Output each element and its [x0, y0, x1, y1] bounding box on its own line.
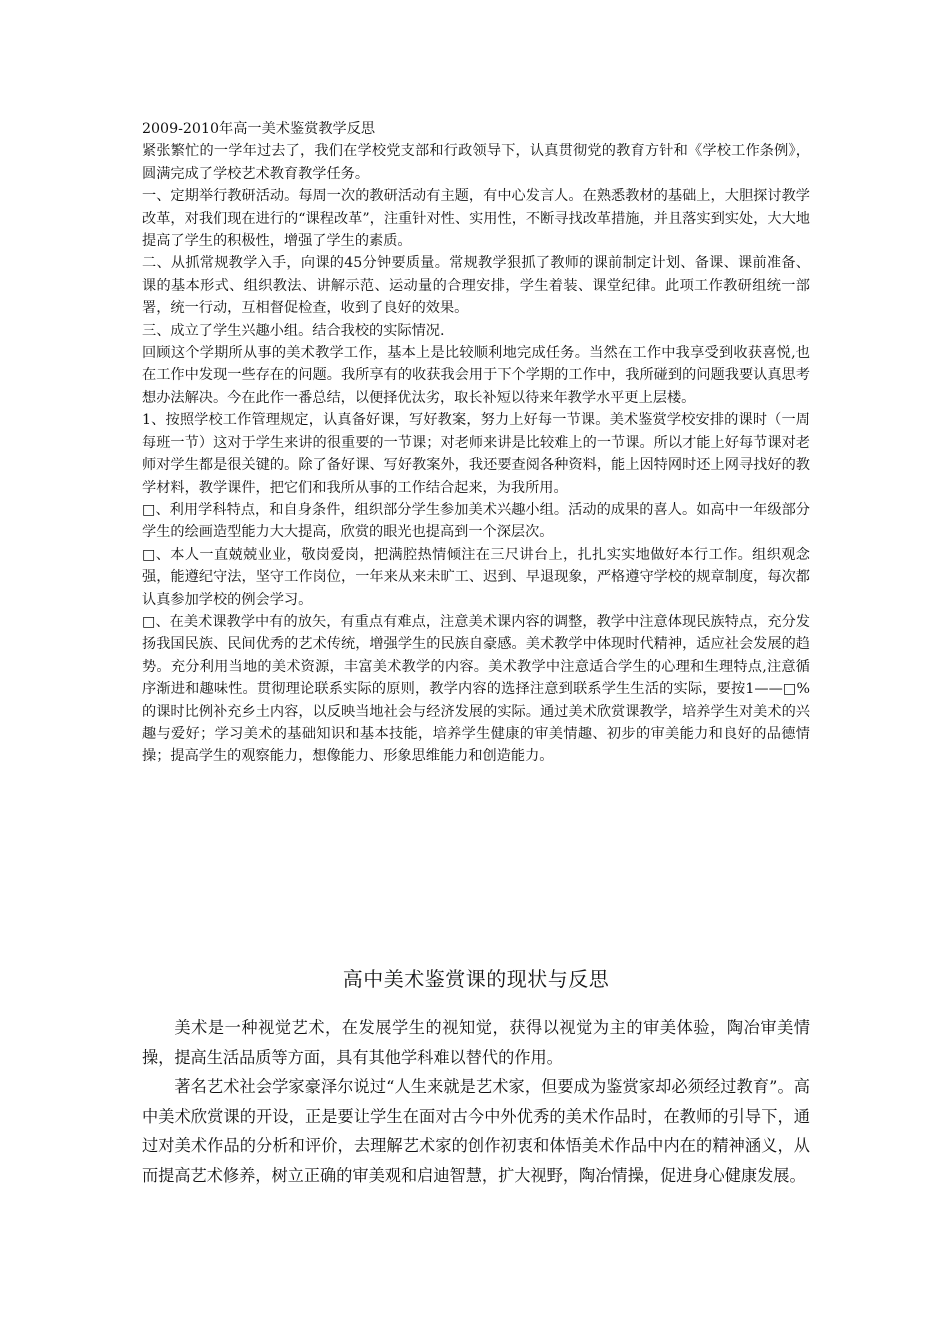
reflection-paragraph: 三、成立了学生兴趣小组。结合我校的实际情况.: [142, 322, 445, 339]
reflection-title: 2009-2010年高一美术鉴赏教学反思: [142, 121, 376, 137]
reflection-paragraph: 二、从抓常规教学入手，向课的45分钟要质量。常规教学狠抓了教师的课前制定计划、备课、课前准备、课的基本形式、组织教法、讲解示范、运动量的合理安排，学生着装、课堂纪律。此项工作教研组统一部署，统一行动，互相督促检查，收到了良好的效果。: [142, 255, 810, 317]
reflection-paragraph: □、利用学科特点，和自身条件，组织部分学生参加美术兴趣小组。活动的成果的喜人。如高中一年级部分学生的绘画造型能力大大提高，欣赏的眼光也提高到一个深层次。: [142, 501, 810, 541]
reflection-paragraph: 紧张繁忙的一学年过去了，我们在学校党支部和行政领导下，认真贯彻党的教育方针和《学校工作条例》，圆满完成了学校艺术教育教学任务。: [142, 143, 810, 182]
reflection-paragraph: 1、按照学校工作管理规定，认真备好课，写好教案，努力上好每一节课。美术鉴赏学校安排的课时（一周每班一节）这对于学生来讲的很重要的一节课；对老师来讲是比较难上的一节课。所以才能上好每节课对老师对学生都是很关键的。除了备好课、写好教案外，我还要查阅各种资料，能上因特网时还上网寻找好的教学材料，教学课件，把它们和我所从事的工作结合起来，为我所用。: [142, 412, 810, 496]
article-paragraph: 著名艺术社会学家豪泽尔说过“人生来就是艺术家，但要成为鉴赏家却必须经过教育”。高中美术欣赏课的开设，正是要让学生在面对古今中外优秀的美术作品时，在教师的引导下，通过对美术作品的分析和评价，去理解艺术家的创作初衷和体悟美术作品中内在的精神涵义，从而提高艺术修养，树立正确的审美观和启迪智慧，扩大视野，陶冶情操，促进身心健康发展。: [142, 1077, 810, 1185]
reflection-paragraph: 回顾这个学期所从事的美术教学工作，基本上是比较顺利地完成任务。当然在工作中我享受到收获喜悦,也在工作中发现一些存在的问题。我所享有的收获我会用于下个学期的工作中，我所碰到的问题我要认真思考想办法解决。今在此作一番总结，以便择优汰劣，取长补短以待来年教学水平更上层楼。: [142, 345, 810, 406]
article-section: [142, 1013, 810, 1190]
reflection-paragraph: 一、定期举行教研活动。每周一次的教研活动有主题，有中心发言人。在熟悉教材的基础上，大胆探讨教学改革，对我们现在进行的“课程改革”，注重针对性、实用性，不断寻找改革措施，并且落实到实处，大大地提高了学生的积极性，增强了学生的素质。: [142, 188, 810, 250]
reflection-section: [142, 118, 810, 768]
reflection-paragraph: □、在美术课教学中有的放矢，有重点有难点，注意美术课内容的调整，教学中注意体现民族特点，充分发扬我国民族、民间优秀的艺术传统，增强学生的民族自豪感。美术教学中体现时代精神，适应社会发展的趋势。充分利用当地的美术资源，丰富美术教学的内容。美术教学中注意适合学生的心理和生理特点,注意循序渐进和趣味性。贯彻理论联系实际的原则，教学内容的选择注意到联系学生生活的实际，要按1——□%的课时比例补充乡土内容，以反映当地社会与经济发展的实际。通过美术欣赏课教学，培养学生对美术的兴趣与爱好；学习美术的基础知识和基本技能，培养学生健康的审美情趣、初步的审美能力和良好的品德情操；提高学生的观察能力，想像能力、形象思维能力和创造能力。: [142, 613, 810, 765]
article-title: 高中美术鉴赏课的现状与反思: [342, 967, 610, 991]
reflection-paragraph: □、本人一直兢兢业业，敬岗爱岗，把满腔热情倾注在三尺讲台上，扎扎实实地做好本行工作。组织观念强，能遵纪守法，坚守工作岗位，一年来从来未旷工、迟到、早退现象，严格遵守学校的规章制度，每次都认真参加学校的例会学习。: [142, 546, 810, 608]
article-paragraph: 美术是一种视觉艺术，在发展学生的视知觉，获得以视觉为主的审美体验，陶冶审美情操，提高生活品质等方面，具有其他学科难以替代的作用。: [142, 1018, 810, 1067]
